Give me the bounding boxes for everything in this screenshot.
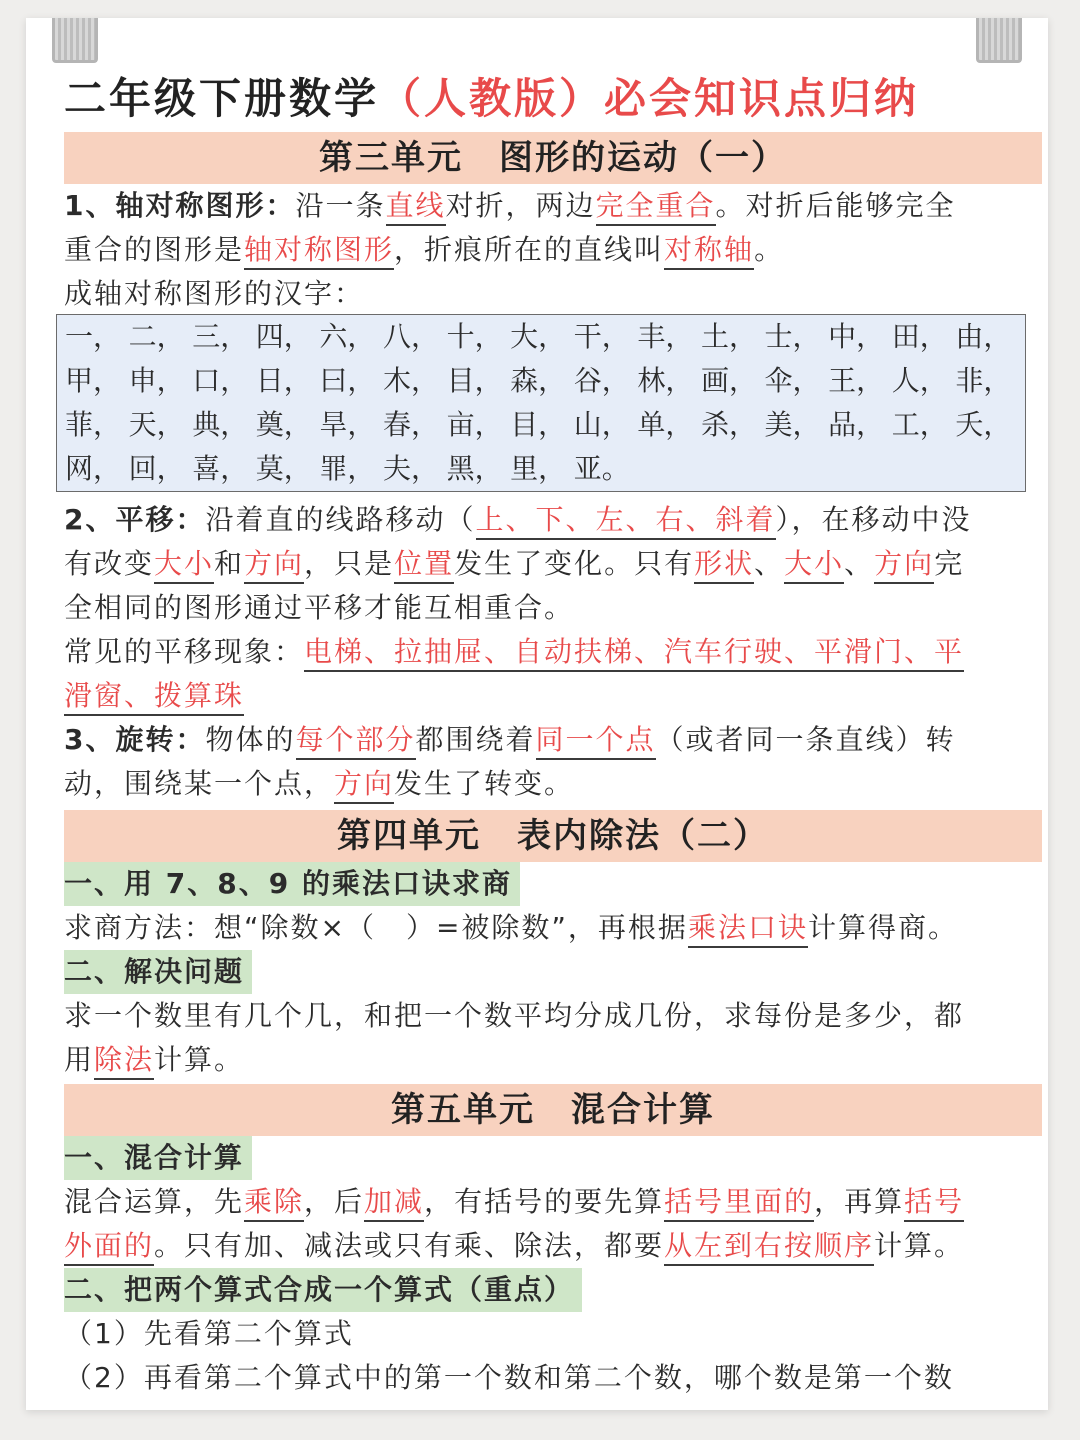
page-title [64, 66, 1024, 130]
unit5-line2 [64, 1224, 1024, 1268]
symmetric-char: 画， [700, 364, 757, 397]
keyword: 乘法口诀 [688, 911, 808, 948]
symmetric-char: 日， [255, 364, 312, 397]
text: 完 [934, 547, 965, 580]
unit3-point2-line1 [64, 498, 1024, 542]
text: ，再算 [814, 1185, 905, 1218]
symmetric-char: 天， [128, 408, 185, 441]
keyword: 上、下、左、右、斜着 [476, 503, 776, 540]
unit4-subheading-2: 二、解决问题 [64, 950, 252, 994]
text: 。 [754, 233, 785, 266]
symmetric-char: 网， [65, 452, 122, 485]
keyword: 加减 [364, 1185, 424, 1222]
symmetric-char: 亚。 [573, 452, 630, 485]
unit3-point3-line2 [64, 762, 1024, 806]
symmetric-char: 目， [446, 364, 503, 397]
text: 计算得商。 [807, 911, 958, 944]
symmetric-char: 品， [828, 408, 885, 441]
text: 、 [754, 547, 785, 580]
symmetric-char: 夫， [382, 452, 439, 485]
symmetric-char: 工， [891, 408, 948, 441]
symmetric-char: 美， [764, 408, 821, 441]
text: 。只有加、减法或只有乘、除法，都要 [154, 1229, 665, 1262]
text: 重合的图形是 [64, 233, 245, 266]
symmetric-char: 十， [446, 320, 503, 353]
symmetric-char: 木， [382, 364, 439, 397]
point1-label: 1、轴对称图形： [64, 189, 296, 222]
symmetric-char: 非， [955, 364, 1012, 397]
text: ，折痕所在的直线叫 [394, 233, 665, 266]
title-part-1: 二年级下册数学 [64, 74, 380, 123]
keyword: 大小 [154, 547, 214, 584]
text: （或者同一条直线）转 [655, 723, 956, 756]
text: ，有括号的要先算 [424, 1185, 665, 1218]
text: 计算。 [874, 1229, 965, 1262]
text: 用 [64, 1043, 95, 1076]
keyword: 括号里面的 [664, 1185, 814, 1222]
keyword: 电梯、拉抽屉、自动扶梯、汽车行驶、平滑门、平 [304, 635, 964, 672]
text: 计算。 [154, 1043, 245, 1076]
text: ，后 [304, 1185, 365, 1218]
unit4-subheading-1: 一、用 7、8、9 的乘法口诀求商 [64, 862, 520, 906]
symmetric-char: 菲， [65, 408, 122, 441]
text: ），在移动中没 [775, 503, 972, 536]
symmetric-char: 夭， [955, 408, 1012, 441]
keyword: 每个部分 [296, 723, 416, 760]
symmetric-char: 谷， [573, 364, 630, 397]
text: 混合运算，先 [64, 1185, 245, 1218]
symmetric-char: 里， [510, 452, 567, 485]
keyword: 外面的 [64, 1229, 154, 1266]
unit3-point2-line4 [64, 630, 1024, 674]
keyword: 形状 [694, 547, 754, 584]
unit5-heading: 第五单元 混合计算 [64, 1084, 1042, 1136]
unit4-line3 [64, 1038, 1024, 1082]
keyword: 完全重合 [596, 189, 716, 226]
symmetric-chars-box [56, 314, 1026, 492]
symmetric-char: 森， [510, 364, 567, 397]
chars-row-2 [65, 359, 1025, 403]
text: 物体的 [205, 723, 296, 756]
point2-label: 2、平移： [64, 503, 206, 536]
unit3-point1-line1 [64, 184, 1024, 228]
keyword: 位置 [394, 547, 454, 584]
title-part-3: 必会知识点归纳 [604, 74, 920, 123]
keyword: 从左到右按顺序 [664, 1229, 874, 1266]
binder-clip-right [976, 18, 1022, 63]
keyword: 滑窗、拨算珠 [64, 679, 244, 716]
text: 、 [844, 547, 875, 580]
text: 沿着直的线路移动（ [205, 503, 476, 536]
text: ，只是 [304, 547, 395, 580]
keyword: 除法 [94, 1043, 154, 1080]
chars-row-1 [65, 315, 1025, 359]
unit5-line4: （2）再看第二个算式中的第一个数和第二个数，哪个数是第一个数 [64, 1361, 954, 1394]
symmetric-char: 四， [255, 320, 312, 353]
symmetric-char: 王， [828, 364, 885, 397]
symmetric-char: 六， [319, 320, 376, 353]
symmetric-char: 伞， [764, 364, 821, 397]
unit3-point1-line2 [64, 228, 1024, 272]
unit3-point2-line3: 全相同的图形通过平移才能互相重合。 [64, 591, 575, 624]
unit3-heading: 第三单元 图形的运动（一） [64, 132, 1042, 184]
unit3-point2-line5 [64, 674, 1024, 718]
symmetric-char: 林， [637, 364, 694, 397]
text: 对折，两边 [445, 189, 596, 222]
symmetric-char: 大， [510, 320, 567, 353]
symmetric-char: 人， [891, 364, 948, 397]
symmetric-char: 干， [573, 320, 630, 353]
text: 发生了变化。只有 [454, 547, 695, 580]
symmetric-char: 曰， [319, 364, 376, 397]
symmetric-char: 旱， [319, 408, 376, 441]
symmetric-char: 黑， [446, 452, 503, 485]
symmetric-char: 申， [128, 364, 185, 397]
symmetric-char: 目， [510, 408, 567, 441]
text: 。对折后能够完全 [715, 189, 956, 222]
keyword: 方向 [874, 547, 934, 584]
symmetric-char: 奠， [255, 408, 312, 441]
keyword: 大小 [784, 547, 844, 584]
chars-intro: 成轴对称图形的汉字： [64, 277, 365, 310]
text: 沿一条 [295, 189, 386, 222]
unit4-line2: 求一个数里有几个几，和把一个数平均分成几份，求每份是多少，都 [64, 999, 965, 1032]
keyword: 括号 [904, 1185, 964, 1222]
chars-row-4 [65, 447, 1025, 491]
symmetric-char: 山， [573, 408, 630, 441]
symmetric-char: 单， [637, 408, 694, 441]
symmetric-char: 三， [192, 320, 249, 353]
unit3-point3-line1 [64, 718, 1024, 762]
symmetric-char: 士， [764, 320, 821, 353]
text: 动，围绕某一个点， [64, 767, 335, 800]
unit4-heading: 第四单元 表内除法（二） [64, 810, 1042, 862]
unit5-line3: （1）先看第二个算式 [64, 1317, 354, 1350]
unit5-subheading-2: 二、把两个算式合成一个算式（重点） [64, 1268, 582, 1312]
symmetric-char: 由， [955, 320, 1012, 353]
symmetric-char: 杀， [700, 408, 757, 441]
symmetric-char: 罪， [319, 452, 376, 485]
keyword: 同一个点 [536, 723, 656, 760]
unit3-point2-line2 [64, 542, 1024, 586]
symmetric-char: 典， [192, 408, 249, 441]
keyword: 对称轴 [664, 233, 754, 270]
text: 都围绕着 [415, 723, 536, 756]
text: 求商方法：想“除数×（ ）=被除数”，再根据 [64, 911, 688, 944]
symmetric-char: 莫， [255, 452, 312, 485]
text: 和 [214, 547, 245, 580]
symmetric-char: 二， [128, 320, 185, 353]
symmetric-char: 喜， [192, 452, 249, 485]
chars-row-3 [65, 403, 1025, 447]
symmetric-char: 中， [828, 320, 885, 353]
unit4-line1 [64, 906, 1024, 950]
text: 发生了转变。 [394, 767, 575, 800]
binder-clip-left [52, 18, 98, 63]
symmetric-char: 土， [700, 320, 757, 353]
symmetric-char: 田， [891, 320, 948, 353]
keyword: 轴对称图形 [244, 233, 394, 270]
symmetric-char: 回， [128, 452, 185, 485]
keyword: 方向 [244, 547, 304, 584]
symmetric-char: 一， [65, 320, 122, 353]
document-page [26, 18, 1048, 1410]
text: 常见的平移现象： [64, 635, 305, 668]
symmetric-char: 口， [192, 364, 249, 397]
symmetric-char: 八， [382, 320, 439, 353]
keyword: 直线 [386, 189, 446, 226]
unit5-subheading-1: 一、混合计算 [64, 1136, 252, 1180]
title-part-2: （人教版） [379, 74, 605, 123]
text: 有改变 [64, 547, 155, 580]
keyword: 乘除 [244, 1185, 304, 1222]
unit5-line1 [64, 1180, 1024, 1224]
keyword: 方向 [334, 767, 394, 804]
symmetric-char: 甲， [65, 364, 122, 397]
point3-label: 3、旋转： [64, 723, 206, 756]
symmetric-char: 亩， [446, 408, 503, 441]
symmetric-char: 丰， [637, 320, 694, 353]
symmetric-char: 春， [382, 408, 439, 441]
